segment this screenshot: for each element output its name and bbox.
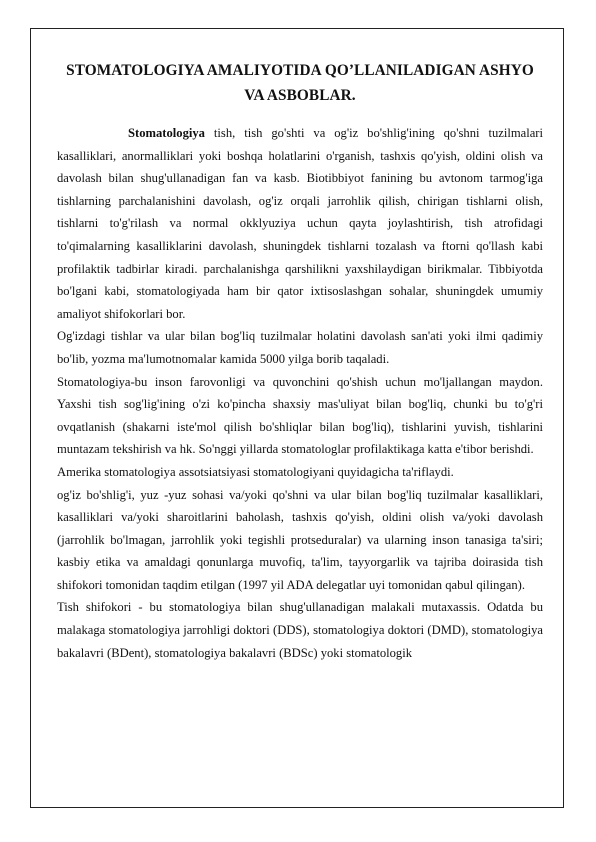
paragraph-3: Stomatologiya-bu inson farovonligi va quvonchini qo'shish uchun mo'ljallangan maydon. Yaxshi tish sog'lig'ining o'zi ko'pincha shaxsiy mas'uliyat bilan bog'liq, chunki bu to'g'ri ovqatlanish (shakarni iste'mol qilish bo'shliqlar bilan bog'liq), tishlarini yuvish, tishlarini muntazam tekshirish va hk. So'nggi yillarda stomatologlar profilaktikaga katta e'tibor berishdi. [57, 374, 543, 457]
document-title: STOMATOLOGIYA AMALIYOTIDA QO’LLANILADIGAN ASHYO VA ASBOBLAR. [66, 62, 534, 104]
paragraph-list [57, 122, 543, 664]
document-body [57, 58, 543, 664]
paragraph-6: Tish shifokori - bu stomatologiya bilan shug'ullanadigan malakali mutaxassis. Odatda bu malakaga stomatologiya jarrohligi doktori (DDS), stomatologiya doktori (DMD), stomatologiya bakalavri (BDent), stomatologiya bakalavri (BDSc) yoki stomatologik [57, 600, 543, 660]
paragraph-5: og'iz bo'shlig'i, yuz -yuz sohasi va/yoki qo'shni va ular bilan bog'liq tuzilmalar kasalliklari, kasalliklari va/yoki sharoitlarini baholash, tashxis qo'yish, oldini olish va/yoki davolash (jarrohlik bo'lmagan, jarrohlik yoki tegishli protseduralar) va ularning inson tanasiga ta'siri; kasbiy etika va amaldagi qonunlarga muvofiq, ta'lim, tayyorgarlik va tajriba doirasida tish shifokori tomonidan taqdim etilgan (1997 yil ADA delegatlar uyi tomonidan qabul qilingan). [57, 487, 543, 592]
paragraph-1-text: tish, tish go'shti va og'iz bo'shlig'ining qo'shni tuzilmalari kasalliklari, anormalliklari yoki boshqa holatlarini o'rganish, tashxis qo'yish, oldini olish va davolash bilan shug'ullanadigan fan va kasb. Biotibbiyot fanining bu avtonom tarmog'iga tishlarning parchalanishini davolash, og'iz orqali jarrohlik qilish, chirigan tishlarni olish, tishlarni to'g'rilash va normal okklyuziya uchun qayta joylashtirish, tish atrofidagi to'qimalarning kasalliklarini davolash, shuningdek tishlarni tozalash va ftorni qo'llash kabi profilaktik tadbirlar kiradi. parchalanishga qarshilikni yaxshilaydigan birikmalar. Tibbiyotda bo'lgani kabi, stomatologiyada ham bir qator ixtisoslashgan sohalar, shuningdek umumiy amaliyot shifokorlari bor. [57, 126, 543, 321]
paragraph-2: Og'izdagi tishlar va ular bilan bog'liq tuzilmalar holatini davolash san'ati yoki ilmi qadimiy bo'lib, yozma ma'lumotnomalar kamida 5000 yilga borib taqaladi. [57, 329, 543, 366]
paragraph-1 [57, 122, 543, 325]
lead-term: Stomatologiya [128, 126, 205, 140]
paragraph-4: Amerika stomatologiya assotsiatsiyasi stomatologiyani quyidagicha ta'riflaydi. [57, 464, 454, 479]
